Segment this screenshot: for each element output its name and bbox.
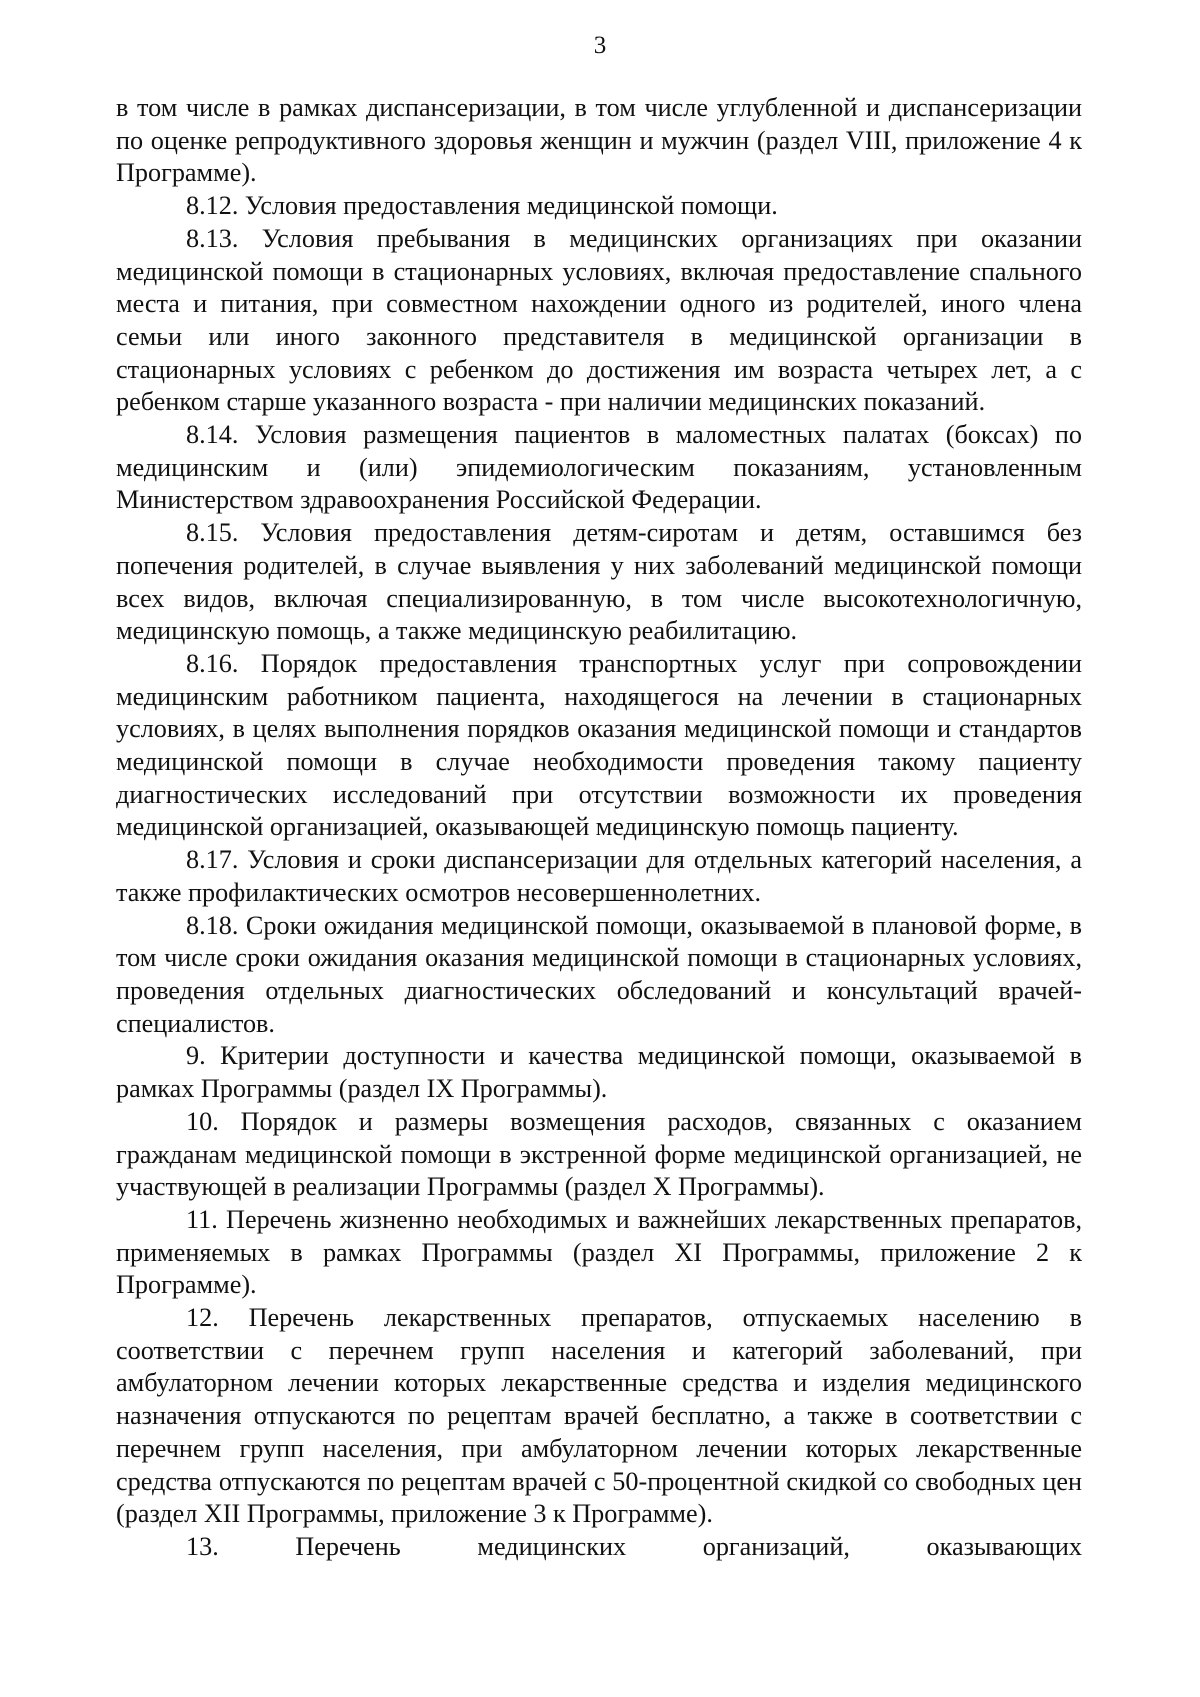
paragraph-8-15: 8.15. Условия предоставления детям-сиротам и детям, оставшимся без попечения родителей, в случае выявления у них заболеваний медицинской помощи всех видов, включая специализированную, в том числе высокотехнологичную, медицинскую помощь, а также медицинскую реабилитацию. xyxy=(116,518,1082,646)
paragraph-10: 10. Порядок и размеры возмещения расходов, связанных с оказанием гражданам медицинской помощи в экстренной форме медицинской организацией, не участвующей в реализации Программы (раздел X Программы). xyxy=(116,1106,1082,1202)
paragraph-continuation: в том числе в рамках диспансеризации, в том числе углубленной и диспансеризации по оценке репродуктивного здоровья женщин и мужчин (раздел VIII, приложение 4 к Программе). xyxy=(116,93,1082,188)
paragraph-8-13: 8.13. Условия пребывания в медицинских организациях при оказании медицинской помощи в стационарных условиях, включая предоставление спального места и питания, при совместном нахождении одного из родителей, иного члена семьи или иного законного представителя в медицинской организации в стационарных условиях с ребенком до достижения им возраста четырех лет, а с ребенком старше указанного возраста - при наличии медицинских показаний. xyxy=(116,223,1082,417)
paragraph-8-16: 8.16. Порядок предоставления транспортных услуг при сопровождении медицинским работником пациента, находящегося на лечении в стационарных условиях, в целях выполнения порядков оказания медицинской помощи и стандартов медицинской помощи в случае необходимости проведения такому пациенту диагностических исследований при отсутствии возможности их проведения медицинской организацией, оказывающей медицинскую помощь пациенту. xyxy=(116,648,1082,842)
page-number: 3 xyxy=(593,32,607,59)
paragraph-9: 9. Критерии доступности и качества медицинской помощи, оказываемой в рамках Программы (раздел IX Программы). xyxy=(116,1041,1082,1104)
paragraph-8-14: 8.14. Условия размещения пациентов в маломестных палатах (боксах) по медицинским и (или) эпидемиологическим показаниям, установленным Министерством здравоохранения Российской Федерации. xyxy=(116,420,1082,515)
document-body xyxy=(116,92,1082,1564)
paragraph-11: 11. Перечень жизненно необходимых и важнейших лекарственных препаратов, применяемых в рамках Программы (раздел XI Программы, приложение 2 к Программе). xyxy=(116,1204,1082,1300)
paragraph-8-17: 8.17. Условия и сроки диспансеризации для отдельных категорий населения, а также профилактических осмотров несовершеннолетних. xyxy=(116,845,1082,907)
paragraph-8-12: 8.12. Условия предоставления медицинской помощи. xyxy=(186,191,778,221)
paragraph-13: 13. Перечень медицинских организаций, оказывающих xyxy=(186,1531,1082,1561)
paragraph-12: 12. Перечень лекарственных препаратов, отпускаемых населению в соответствии с перечнем групп населения и категорий заболеваний, при амбулаторном лечении которых лекарственные средства и изделия медицинского назначения отпускаются по рецептам врачей бесплатно, а также в соответствии с перечнем групп населения, при амбулаторном лечении которых лекарственные средства отпускаются по рецептам врачей с 50-процентной скидкой со свободных цен (раздел XII Программы, приложение 3 к Программе). xyxy=(116,1303,1082,1529)
paragraph-8-18: 8.18. Сроки ожидания медицинской помощи, оказываемой в плановой форме, в том числе сроки ожидания оказания медицинской помощи в стационарных условиях, проведения отдельных диагностических обследований и консультаций врачей-специалистов. xyxy=(116,910,1082,1038)
